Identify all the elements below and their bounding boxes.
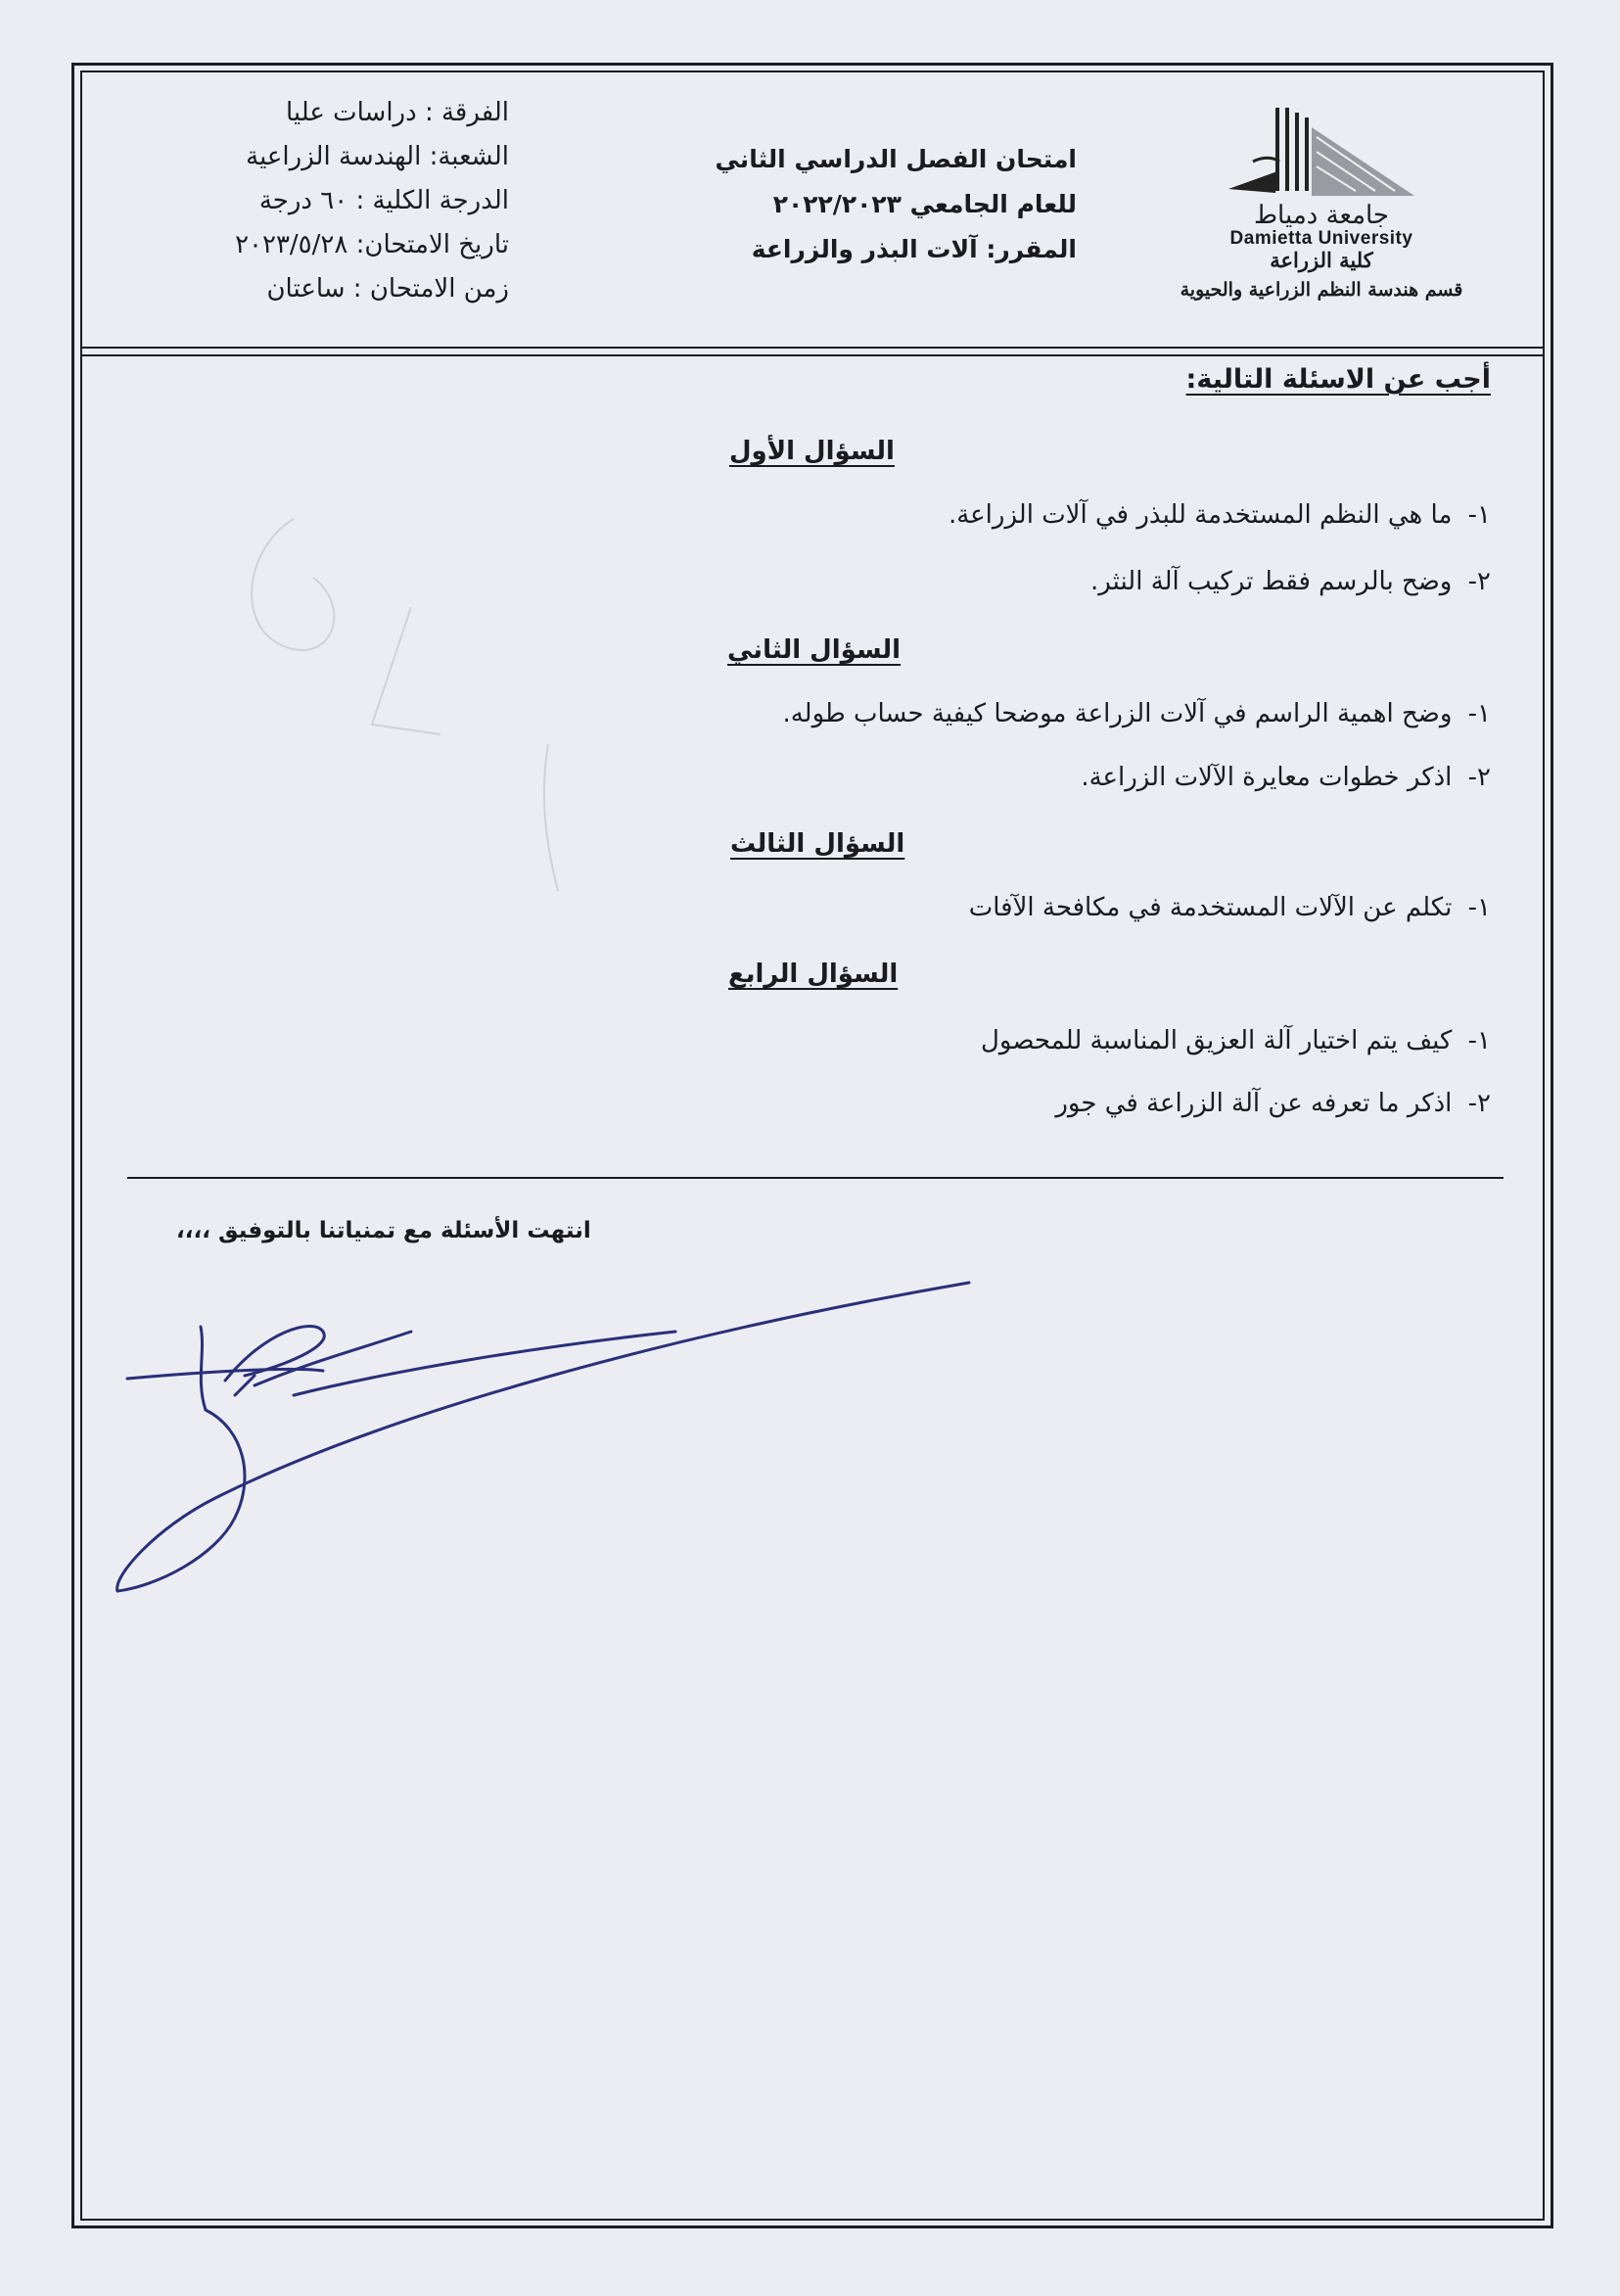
question-item-text: اذكر ما تعرفه عن آلة الزراعة في جور	[1055, 1089, 1453, 1118]
question-item	[1055, 1089, 1491, 1118]
exam-duration: زمن الامتحان : ساعتان	[266, 274, 509, 304]
question-item-text: ما هي النظم المستخدمة للبذر في آلات الزراعة.	[948, 500, 1453, 530]
university-name-arabic: جامعة دمياط	[1254, 201, 1389, 230]
question-item-number: ١-	[1467, 893, 1491, 922]
question-item-text: وضح اهمية الراسم في آلات الزراعة موضحا كيفية حساب طوله.	[782, 699, 1453, 728]
question-item	[1090, 567, 1491, 596]
question-item	[1081, 763, 1491, 792]
question-item	[782, 699, 1491, 728]
question-heading: السؤال الثالث	[730, 829, 905, 859]
course-name: المقرر: آلات البذر والزراعة	[751, 235, 1077, 263]
question-item-number: ١-	[1467, 1026, 1491, 1055]
question-item-text: تكلم عن الآلات المستخدمة في مكافحة الآفات	[968, 893, 1453, 922]
instruction-heading: أجب عن الاسئلة التالية:	[1185, 364, 1491, 395]
exam-total-marks: الدرجة الكلية : ٦٠ درجة	[258, 186, 509, 215]
exam-division: الشعبة: الهندسة الزراعية	[246, 142, 509, 171]
exam-meta-block	[117, 91, 509, 311]
question-heading: السؤال الرابع	[728, 960, 899, 989]
question-heading: السؤال الأول	[729, 437, 895, 466]
exam-title: امتحان الفصل الدراسي الثاني	[715, 145, 1077, 173]
question-item-text: اذكر خطوات معايرة الآلات الزراعة.	[1081, 763, 1453, 792]
question-item-text: وضح بالرسم فقط تركيب آلة النثر.	[1089, 567, 1453, 596]
question-item-number: ٢-	[1467, 763, 1491, 792]
faculty-name: كلية الزراعة	[1270, 248, 1373, 272]
department-name: قسم هندسة النظم الزراعية والحيوية	[1180, 279, 1463, 301]
university-logo-icon	[1219, 103, 1424, 199]
question-item	[969, 893, 1491, 922]
pencil-marks	[225, 480, 666, 920]
header-divider	[80, 347, 1545, 349]
university-name-english: Damietta University	[1229, 228, 1413, 249]
academic-year: للعام الجامعي ٢٠٢٢/٢٠٢٣	[772, 190, 1077, 218]
question-item	[981, 1026, 1491, 1055]
exam-title-block	[685, 137, 1077, 272]
question-item-number: ١-	[1467, 699, 1491, 728]
question-item-number: ١-	[1467, 500, 1491, 530]
university-logo-block	[1126, 103, 1517, 318]
exam-level: الفرقة : دراسات عليا	[286, 98, 509, 127]
question-item	[949, 500, 1491, 530]
header-divider-double	[80, 354, 1545, 356]
closing-text: انتهت الأسئلة مع تمنياتنا بالتوفيق ،،،،	[176, 1218, 591, 1243]
footer-divider	[127, 1177, 1504, 1179]
question-heading: السؤال الثاني	[727, 635, 902, 665]
handwritten-signature	[98, 1273, 998, 1616]
question-item-text: كيف يتم اختيار آلة العزيق المناسبة للمحصول	[981, 1026, 1453, 1055]
question-item-number: ٢-	[1467, 567, 1491, 596]
exam-date: تاريخ الامتحان: ٢٠٢٣/٥/٢٨	[235, 230, 509, 259]
question-item-number: ٢-	[1467, 1089, 1491, 1118]
